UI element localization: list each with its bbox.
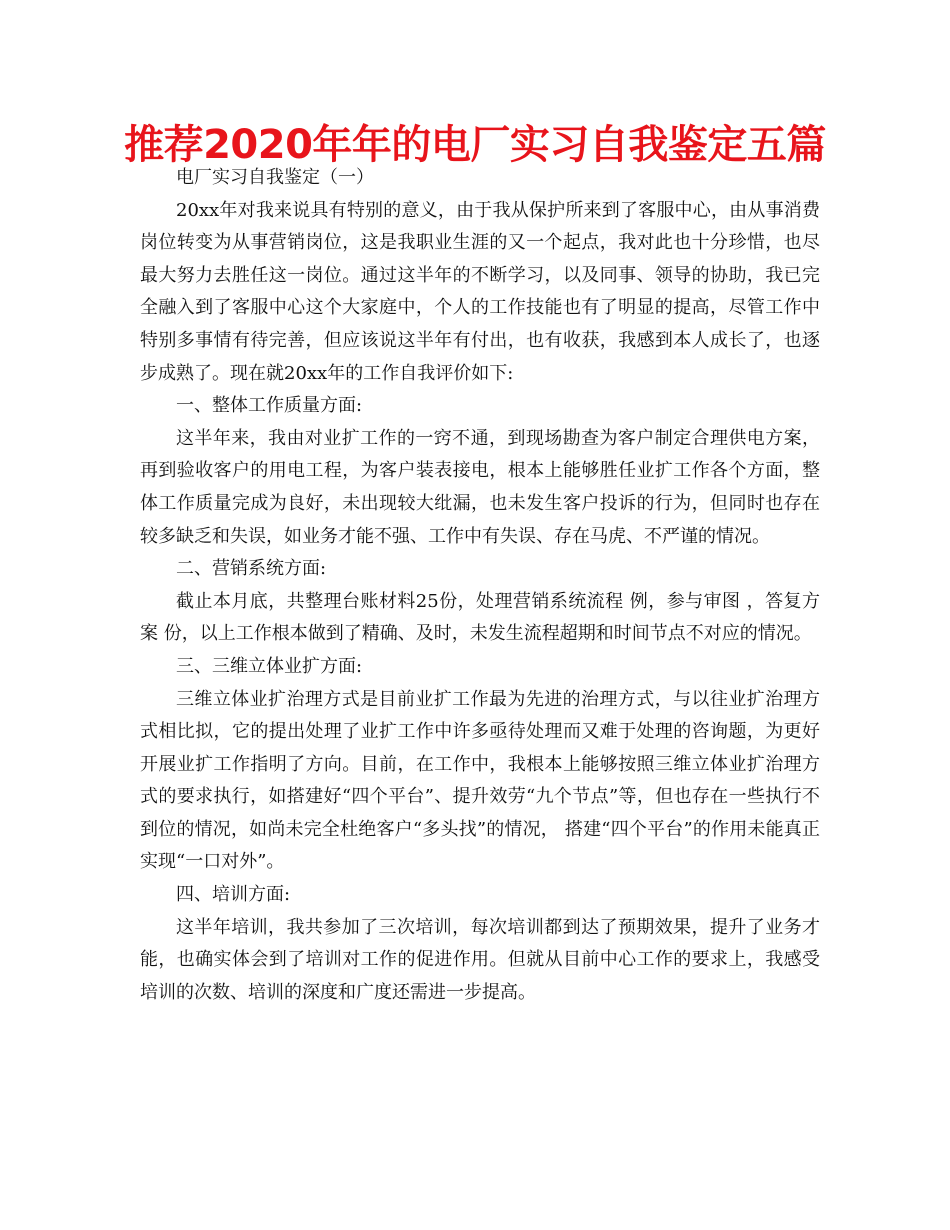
section-heading: 三、三维立体业扩方面:	[176, 655, 363, 677]
paragraph: 20xx年对我来说具有特别的意义，由于我从保护所来到了客服中心，由从事消费岗位转变为从事营销岗位，这是我职业生涯的又一个起点，我对此也十分珍惜，也尽最大努力去胜任这一岗位。通过这半年的不断学习，以及同事、领导的协助，我已完全融入到了客服中心这个大家庭中，个人的工作技能也有了明显的提高，尽管工作中特别多事情有待完善，但应该说这半年有付出，也有收获，我感到本人成长了，也逐步成熟了。现在就20xx年的工作自我评价如下:	[140, 199, 820, 384]
section-heading: 一、整体工作质量方面:	[176, 395, 363, 417]
section-heading: 电厂实习自我鉴定（一）	[176, 167, 374, 188]
paragraph: 这半年培训，我共参加了三次培训，每次培训都到达了预期效果，提升了业务才能，也确实体会到了培训对工作的促进作用。但就从目前中心工作的要求上，我感受培训的次数、培训的深度和广度还需进一步提高。	[140, 916, 820, 1003]
paragraph: 截止本月底，共整理台账材料25份，处理营销系统流程 例，参与审图 ，答复方案 份，以上工作根本做到了精确、及时，未发生流程超期和时间节点不对应的情况。	[140, 590, 820, 645]
document-title: 推荐2020年年的电厂实习自我鉴定五篇	[124, 122, 826, 168]
paragraph: 这半年来，我由对业扩工作的一窍不通，到现场勘查为客户制定合理供电方案，再到验收客户的用电工程，为客户装表接电，根本上能够胜任业扩工作各个方面，整体工作质量完成为良好，未出现较大纰漏，也未发生客户投诉的行为，但同时也存在较多缺乏和失误，如业务才能不强、工作中有失误、存在马虎、不严谨的情况。	[140, 427, 820, 547]
section-heading: 四、培训方面:	[176, 884, 291, 906]
section-heading: 二、营销系统方面:	[176, 558, 327, 580]
document-body	[140, 162, 820, 1009]
paragraph: 三维立体业扩治理方式是目前业扩工作最为先进的治理方式，与以往业扩治理方式相比拟，它的提出处理了业扩工作中许多亟待处理而又难于处理的咨询题，为更好开展业扩工作指明了方向。目前，在工作中，我根本上能够按照三维立体业扩治理方式的要求执行，如搭建好“四个平台”、提升效劳“九个节点”等，但也存在一些执行不到位的情况，如尚未完全杜绝客户“多头找”的情况， 搭建“四个平台”的作用未能真正实现“一口对外”。	[140, 688, 820, 873]
